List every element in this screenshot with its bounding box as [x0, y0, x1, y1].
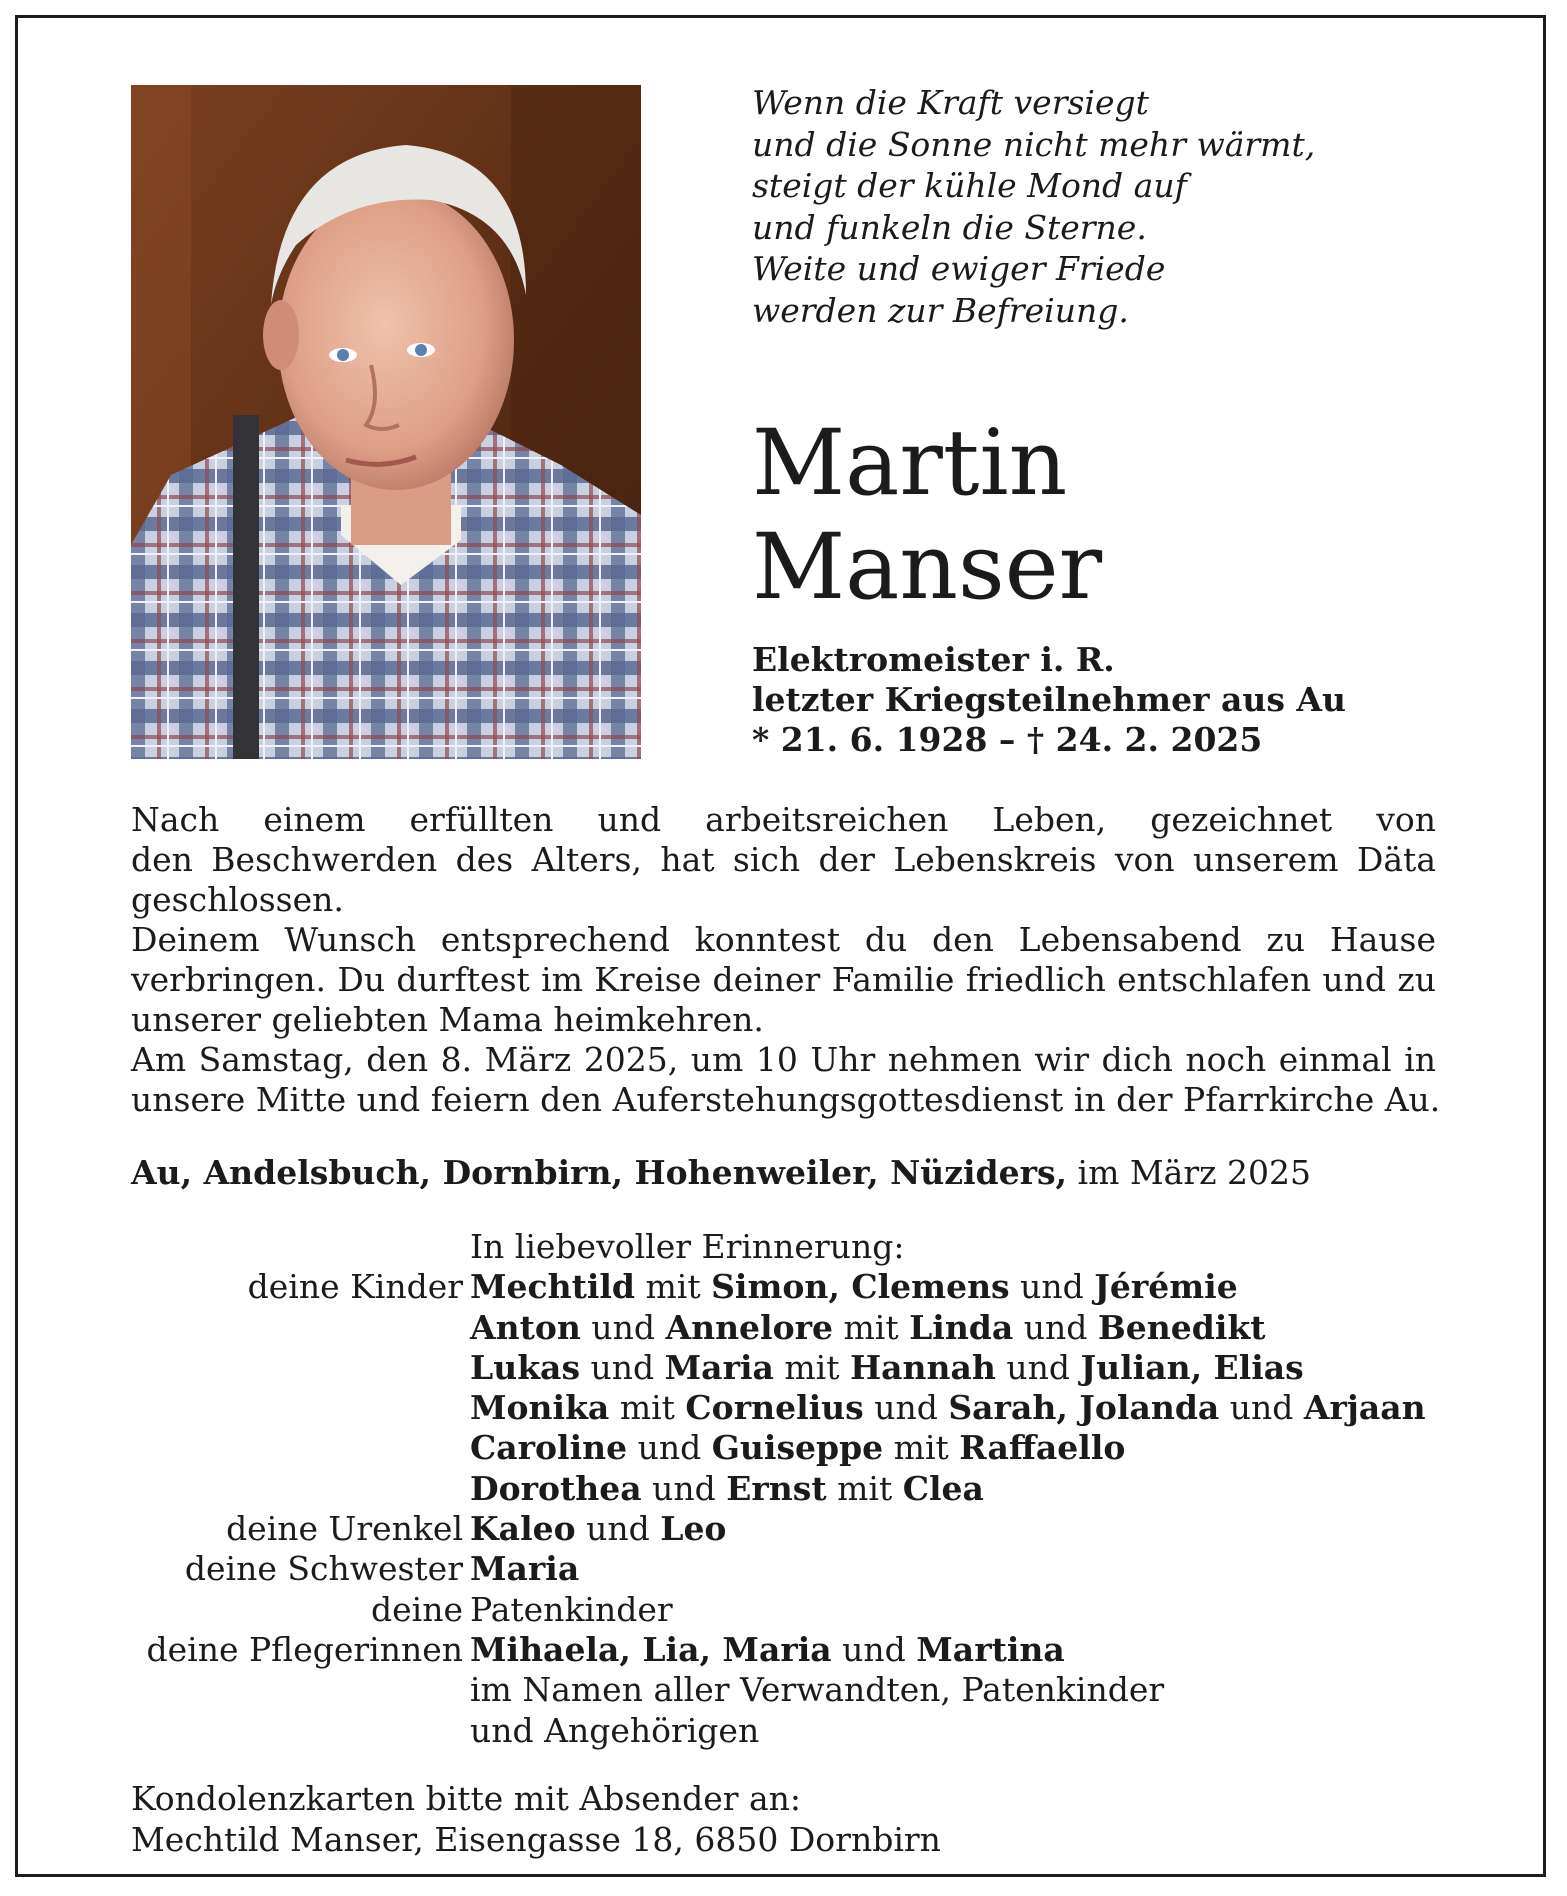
title-note: letzter Kriegsteilnehmer aus Au	[752, 680, 1346, 719]
connector-text: und Angehörigen	[470, 1710, 760, 1750]
mourner-names	[470, 1630, 1065, 1670]
connector-text: und	[580, 1347, 665, 1387]
connector-text: und	[1219, 1388, 1304, 1428]
places-list: Au, Andelsbuch, Dornbirn, Hohenweiler, Nüziders,	[131, 1153, 1068, 1192]
poem-line: und funkeln die Sterne.	[752, 207, 1147, 247]
places-date	[131, 1153, 1311, 1193]
mourner-name: Annelore	[665, 1307, 833, 1347]
connector-text: und	[863, 1388, 949, 1428]
mourner-name: Jérémie	[1094, 1267, 1238, 1307]
mourners-intro: In liebevoller Erinnerung:	[470, 1227, 905, 1266]
text-line: unsere Mitte und feiern den Auferstehungsgottesdienst in der Pfarrkirche Au.	[131, 1080, 1441, 1119]
poem-line: steigt der kühle Mond auf	[752, 166, 1187, 205]
relation-label: deine Pflegerinnen	[146, 1629, 463, 1669]
mourner-name: Arjaan	[1303, 1388, 1426, 1428]
mourner-names	[470, 1267, 1238, 1307]
relation-label: deine Schwester	[184, 1549, 463, 1589]
mourner-name: Maria	[470, 1549, 580, 1589]
deceased-titles	[752, 640, 1346, 760]
condolence-note: Kondolenzkarten bitte mit Absender an:	[131, 1779, 802, 1818]
mourner-name: Anton	[470, 1307, 581, 1347]
obituary-text	[131, 800, 1441, 1120]
connector-text: und	[1009, 1267, 1095, 1307]
text-line: Deinem Wunsch entsprechend konntest du den Lebensabend zu Hause	[131, 920, 1436, 959]
mourner-name: Benedikt	[1097, 1307, 1266, 1347]
condolence-address	[131, 1778, 941, 1860]
connector-text: mit	[832, 1307, 910, 1347]
mourner-name: Cornelius	[685, 1388, 864, 1428]
text-line: den Beschwerden des Alters, hat sich der Lebenskreis von unserem Däta	[131, 840, 1436, 879]
text-line: Am Samstag, den 8. März 2025, um 10 Uhr nehmen wir dich noch einmal in	[131, 1040, 1436, 1079]
text-line: unserer geliebten Mama heimkehren.	[131, 1000, 764, 1039]
portrait-photo	[131, 85, 641, 759]
connector-text: mit	[609, 1388, 686, 1428]
mourner-name: Sarah, Jolanda	[948, 1388, 1220, 1428]
mourner-name: Hannah	[849, 1347, 996, 1387]
mourner-row	[0, 1549, 1567, 1589]
mourner-row	[0, 1428, 1567, 1468]
mourner-name: Monika	[470, 1388, 610, 1428]
connector-text: mit	[635, 1267, 712, 1307]
mourner-names	[470, 1469, 984, 1509]
mourners-intro-row	[0, 1227, 1567, 1267]
mourner-name: Julian, Elias	[1080, 1347, 1304, 1387]
connector-text: Patenkinder	[470, 1589, 673, 1629]
text-line: geschlossen.	[131, 880, 344, 919]
connector-text: und	[641, 1468, 727, 1508]
poem-line: und die Sonne nicht mehr wärmt,	[752, 124, 1316, 164]
mourner-name: Raffaello	[959, 1428, 1126, 1468]
poem-line: Wenn die Kraft versiegt	[752, 83, 1149, 122]
mourner-names	[470, 1509, 726, 1549]
deceased-name	[752, 412, 1102, 620]
mourner-row	[0, 1711, 1567, 1751]
connector-text: mit	[826, 1468, 903, 1508]
connector-text: mit	[773, 1347, 850, 1387]
mourner-row	[0, 1509, 1567, 1549]
connector-text: und	[580, 1307, 666, 1347]
mourner-names	[470, 1711, 759, 1751]
mourner-row	[0, 1590, 1567, 1630]
mourner-row	[0, 1388, 1567, 1428]
mourner-names	[470, 1549, 579, 1589]
mourner-name: Dorothea	[470, 1468, 642, 1508]
mourner-name: Simon, Clemens	[711, 1267, 1010, 1307]
mourner-name: Linda	[909, 1307, 1014, 1347]
mourner-name: Leo	[660, 1509, 727, 1549]
mourners-list	[0, 1227, 1567, 1751]
poem-line: Weite und ewiger Friede	[752, 249, 1166, 288]
mourner-name: Clea	[902, 1468, 984, 1508]
mourner-row	[0, 1267, 1567, 1307]
memorial-poem	[752, 82, 1315, 331]
connector-text: und	[831, 1629, 917, 1669]
mourner-names	[470, 1308, 1266, 1348]
relation-label: deine Kinder	[247, 1267, 463, 1307]
mourner-names	[470, 1590, 673, 1630]
date-text: im März 2025	[1067, 1153, 1311, 1192]
text-line: verbringen. Du durftest im Kreise deiner Familie friedlich entschlafen und zu	[131, 960, 1436, 999]
mourner-names	[470, 1348, 1304, 1388]
mourner-name: Kaleo	[470, 1509, 576, 1549]
poem-line: werden zur Befreiung.	[752, 290, 1129, 330]
profession: Elektromeister i. R.	[752, 640, 1115, 679]
text-line: Nach einem erfüllten und arbeitsreichen Leben, gezeichnet von	[131, 800, 1436, 839]
mourner-name: Guiseppe	[711, 1428, 884, 1468]
mourner-names	[470, 1388, 1426, 1428]
mourner-row	[0, 1348, 1567, 1388]
mourner-name: Maria	[664, 1347, 774, 1387]
mourner-names	[470, 1670, 1164, 1710]
relation-label: deine	[371, 1589, 463, 1629]
connector-text: im Namen aller Verwandten, Patenkinder	[470, 1670, 1165, 1710]
mourner-name: Mihaela, Lia, Maria	[470, 1629, 832, 1669]
connector-text: und	[575, 1509, 661, 1549]
mourner-row	[0, 1469, 1567, 1509]
mourner-names	[470, 1428, 1125, 1468]
connector-text: und	[1013, 1307, 1098, 1347]
mourner-row	[0, 1630, 1567, 1670]
mourner-row	[0, 1670, 1567, 1710]
connector-text: und	[627, 1428, 712, 1468]
last-name: Manser	[752, 515, 1103, 620]
mourner-name: Caroline	[470, 1428, 628, 1468]
mourner-row	[0, 1308, 1567, 1348]
mourner-name: Martina	[916, 1629, 1065, 1669]
condolence-address-line: Mechtild Manser, Eisengasse 18, 6850 Dornbirn	[131, 1820, 941, 1859]
relation-label: deine Urenkel	[226, 1509, 463, 1549]
mourner-name: Ernst	[726, 1468, 827, 1508]
connector-text: und	[995, 1347, 1081, 1387]
life-dates: * 21. 6. 1928 – † 24. 2. 2025	[752, 720, 1263, 759]
mourner-name: Mechtild	[470, 1267, 635, 1307]
mourner-name: Lukas	[470, 1347, 581, 1387]
connector-text: mit	[883, 1428, 960, 1468]
first-name: Martin	[752, 411, 1068, 516]
